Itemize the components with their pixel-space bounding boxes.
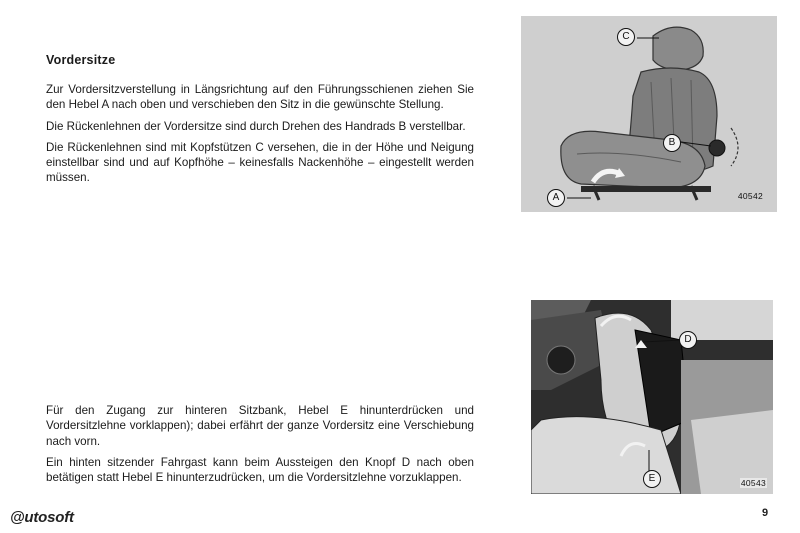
section-heading: Vordersitze: [46, 53, 116, 67]
paragraph: Die Rückenlehnen der Vordersitze sind durch Drehen des Handrads B verstellbar.: [46, 119, 466, 133]
interior-drawing: [531, 300, 773, 494]
seat-drawing: [521, 16, 777, 212]
paragraph: Die Rückenlehnen sind mit Kopfstützen C versehen, die in der Höhe und Neigung einstellbar sind und auf Kopfhöhe – keinesfalls Nackenhöhe – eingestellt werden müssen.: [46, 140, 474, 185]
page-number: 9: [762, 507, 769, 519]
figure-number: 40543: [740, 478, 766, 488]
callout-b: B: [663, 134, 681, 152]
interior-photo: [531, 300, 773, 494]
top-text-block: [46, 82, 474, 192]
paragraph: Für den Zugang zur hinteren Sitzbank, Hebel E hinunterdrücken und Vordersitzlehne vorklappen); dabei erfährt der ganze Vordersitz eine Verschiebung nach vorn.: [46, 404, 474, 448]
autosoft-logo: @utosoft: [10, 509, 74, 526]
callout-e: E: [643, 470, 661, 488]
paragraph: Zur Vordersitzverstellung in Längsrichtung auf den Führungsschienen ziehen Sie den Hebel A nach oben und verschieben den Sitz in die gewünschte Stellung.: [46, 83, 474, 112]
seat-illustration: [521, 16, 777, 212]
callout-d: D: [679, 331, 697, 349]
callout-a: A: [547, 189, 565, 207]
bottom-text-block: [46, 403, 474, 491]
callout-c: C: [617, 28, 635, 46]
figure-number: 40542: [737, 191, 763, 201]
paragraph: Ein hinten sitzender Fahrgast kann beim Aussteigen den Knopf D nach oben betätigen statt Hebel E hinunterzudrücken, um die Vordersitzlehne vorzuklappen.: [46, 455, 474, 485]
